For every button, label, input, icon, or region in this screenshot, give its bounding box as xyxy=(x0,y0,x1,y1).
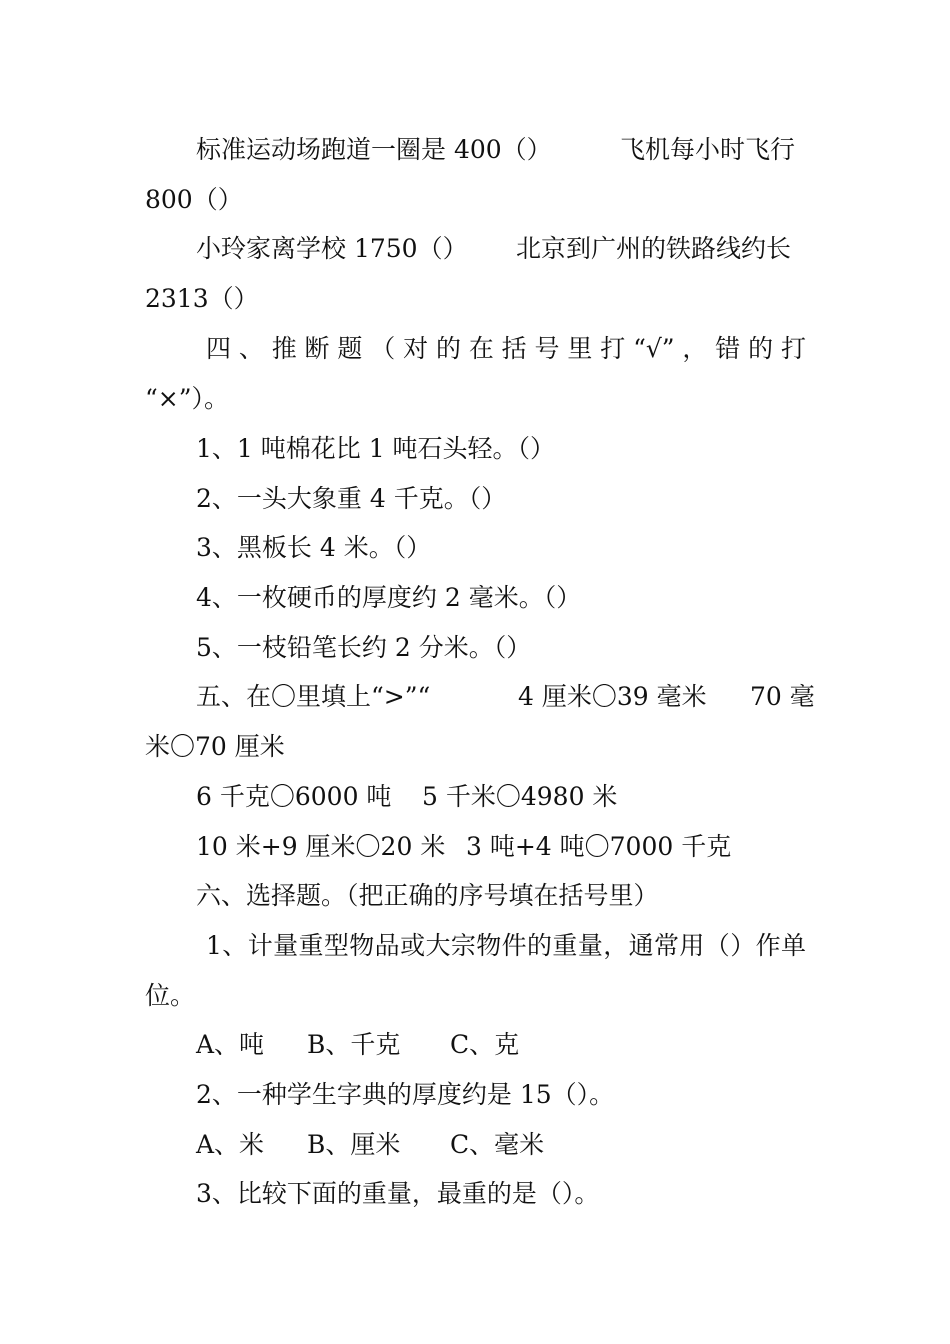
compare-line-3 xyxy=(0,822,950,872)
compare-item-m-cm: 10 米+9 厘米〇20 米 xyxy=(196,832,446,861)
option-b: B、千克 xyxy=(307,1030,401,1059)
judge-item-4 xyxy=(0,573,950,623)
compare-item-mm-cont: 米〇70 厘米 xyxy=(145,732,285,761)
choice-question-1 xyxy=(0,921,950,971)
fill-item-railway-cont: 2313（） xyxy=(145,284,259,313)
choice-options-2 xyxy=(0,1120,950,1170)
compare-item-t-kg: 3 吨+4 吨〇7000 千克 xyxy=(466,832,732,861)
fill-line-1 xyxy=(0,125,950,175)
choice-question-1-cont xyxy=(0,971,950,1021)
compare-item-cm-mm: 4 厘米〇39 毫米 xyxy=(518,682,707,711)
judge-item-1 xyxy=(0,424,950,474)
option-c: C、毫米 xyxy=(450,1130,545,1159)
option-a: A、吨 xyxy=(196,1030,265,1059)
choice-question-text: 3、比较下面的重量，最重的是（）。 xyxy=(196,1179,600,1208)
section-six-title: 六、选择题。（把正确的序号填在括号里） xyxy=(196,881,659,910)
choice-question-3 xyxy=(0,1169,950,1219)
section-four-heading-cont xyxy=(0,374,950,424)
fill-item-school: 小玲家离学校 1750（） xyxy=(196,234,468,263)
option-a: A、米 xyxy=(196,1130,265,1159)
option-c: C、克 xyxy=(450,1030,520,1059)
compare-item-mm-start: 70 毫 xyxy=(750,682,815,711)
judge-item-3 xyxy=(0,523,950,573)
section-four-title: 四、推断题（对的在括号里打“√”，错的打 xyxy=(206,334,806,363)
compare-line-2 xyxy=(0,772,950,822)
section-six-heading xyxy=(0,871,950,921)
fill-item-track: 标准运动场跑道一圈是 400（） xyxy=(196,135,552,164)
section-five-title: 五、在〇里填上“>”“ xyxy=(196,682,431,711)
judge-item-2 xyxy=(0,474,950,524)
choice-options-1 xyxy=(0,1020,950,1070)
fill-item-plane: 飞机每小时飞行 xyxy=(620,135,796,164)
fill-line-1-cont xyxy=(0,175,950,225)
fill-item-plane-cont: 800（） xyxy=(145,185,243,214)
choice-question-2 xyxy=(0,1070,950,1120)
fill-item-railway: 北京到广州的铁路线约长 xyxy=(516,234,792,263)
judge-item-text: 2、一头大象重 4 千克。（） xyxy=(196,484,507,513)
fill-line-2 xyxy=(0,224,950,274)
fill-line-2-cont xyxy=(0,274,950,324)
judge-item-text: 4、一枚硬币的厚度约 2 毫米。（） xyxy=(196,583,582,612)
choice-question-text-cont: 位。 xyxy=(145,981,196,1010)
judge-item-5 xyxy=(0,623,950,673)
section-five-cont xyxy=(0,722,950,772)
compare-item-km-m: 5 千米〇4980 米 xyxy=(422,782,618,811)
judge-item-text: 3、黑板长 4 米。（） xyxy=(196,533,432,562)
judge-item-text: 5、一枝铅笔长约 2 分米。（） xyxy=(196,633,532,662)
option-b: B、厘米 xyxy=(307,1130,401,1159)
choice-question-text: 1、计量重型物品或大宗物件的重量，通常用（）作单 xyxy=(206,931,806,960)
judge-item-text: 1、1 吨棉花比 1 吨石头轻。（） xyxy=(196,434,556,463)
compare-item-kg-t: 6 千克〇6000 吨 xyxy=(196,782,392,811)
section-five-heading xyxy=(0,672,950,722)
choice-question-text: 2、一种学生字典的厚度约是 15（）。 xyxy=(196,1080,615,1109)
section-four-heading xyxy=(0,324,950,374)
section-four-title-cont: “×”）。 xyxy=(145,384,230,413)
